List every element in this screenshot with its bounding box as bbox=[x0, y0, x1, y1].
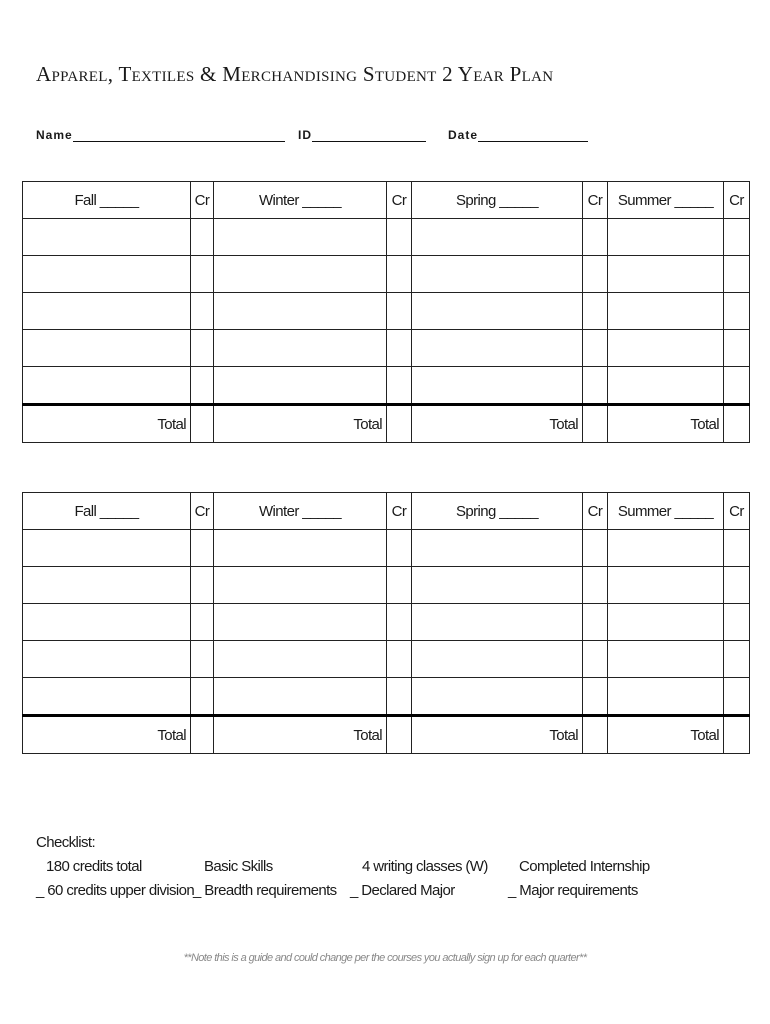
checklist-item: Completed Internship bbox=[519, 858, 650, 875]
checklist-item: _ Major requirements bbox=[508, 882, 638, 899]
total-row bbox=[23, 405, 750, 443]
credits-header: Cr bbox=[583, 182, 608, 219]
date-input-line[interactable] bbox=[478, 127, 588, 142]
credits-header: Cr bbox=[724, 182, 750, 219]
credit-cell[interactable] bbox=[724, 530, 750, 567]
course-cell[interactable] bbox=[412, 641, 583, 678]
credit-cell[interactable] bbox=[191, 567, 214, 604]
credits-header: Cr bbox=[724, 493, 750, 530]
total-credit-cell[interactable] bbox=[724, 716, 750, 754]
course-cell[interactable] bbox=[608, 530, 724, 567]
course-row bbox=[23, 219, 750, 256]
credit-cell[interactable] bbox=[583, 604, 608, 641]
term-header: Summer _____ bbox=[608, 493, 724, 530]
course-cell[interactable] bbox=[412, 604, 583, 641]
credit-cell[interactable] bbox=[191, 678, 214, 716]
year-1-plan-table bbox=[22, 181, 750, 443]
credit-cell[interactable] bbox=[583, 330, 608, 367]
course-cell[interactable] bbox=[214, 641, 387, 678]
term-header: Winter _____ bbox=[214, 493, 387, 530]
term-header: Spring _____ bbox=[412, 182, 583, 219]
credit-cell[interactable] bbox=[724, 367, 750, 405]
credit-cell[interactable] bbox=[191, 530, 214, 567]
course-cell[interactable] bbox=[214, 530, 387, 567]
course-row bbox=[23, 567, 750, 604]
term-header-row bbox=[23, 182, 750, 219]
credit-cell[interactable] bbox=[387, 367, 412, 405]
credits-header: Cr bbox=[191, 493, 214, 530]
credit-cell[interactable] bbox=[583, 367, 608, 405]
credit-cell[interactable] bbox=[387, 530, 412, 567]
total-label: Total bbox=[608, 405, 724, 443]
course-cell[interactable] bbox=[412, 256, 583, 293]
course-row bbox=[23, 367, 750, 405]
credit-cell[interactable] bbox=[724, 567, 750, 604]
course-cell[interactable] bbox=[608, 330, 724, 367]
credit-cell[interactable] bbox=[191, 604, 214, 641]
checklist-item: 180 credits total bbox=[46, 858, 142, 875]
credits-header: Cr bbox=[387, 182, 412, 219]
credit-cell[interactable] bbox=[724, 678, 750, 716]
course-cell[interactable] bbox=[608, 293, 724, 330]
credit-cell[interactable] bbox=[583, 567, 608, 604]
course-row bbox=[23, 678, 750, 716]
course-cell[interactable] bbox=[23, 293, 191, 330]
checklist-item: 4 writing classes (W) bbox=[362, 858, 488, 875]
course-cell[interactable] bbox=[23, 678, 191, 716]
credit-cell[interactable] bbox=[583, 530, 608, 567]
course-cell[interactable] bbox=[214, 293, 387, 330]
course-row bbox=[23, 641, 750, 678]
credits-header: Cr bbox=[583, 493, 608, 530]
id-label: ID bbox=[298, 128, 312, 142]
course-cell[interactable] bbox=[214, 219, 387, 256]
credit-cell[interactable] bbox=[724, 219, 750, 256]
credit-cell[interactable] bbox=[724, 293, 750, 330]
course-cell[interactable] bbox=[23, 530, 191, 567]
course-cell[interactable] bbox=[412, 367, 583, 405]
total-label: Total bbox=[214, 405, 387, 443]
course-cell[interactable] bbox=[412, 530, 583, 567]
course-cell[interactable] bbox=[23, 641, 191, 678]
course-cell[interactable] bbox=[608, 219, 724, 256]
credit-cell[interactable] bbox=[191, 641, 214, 678]
checklist-item: _ 60 credits upper division bbox=[36, 882, 195, 899]
total-label: Total bbox=[23, 716, 191, 754]
id-field[interactable] bbox=[298, 127, 426, 142]
credit-cell[interactable] bbox=[387, 219, 412, 256]
total-label: Total bbox=[412, 405, 583, 443]
credit-cell[interactable] bbox=[191, 256, 214, 293]
course-row bbox=[23, 256, 750, 293]
total-credit-cell[interactable] bbox=[191, 716, 214, 754]
credit-cell[interactable] bbox=[387, 604, 412, 641]
term-header: Fall _____ bbox=[23, 493, 191, 530]
course-cell[interactable] bbox=[23, 256, 191, 293]
id-input-line[interactable] bbox=[312, 127, 426, 142]
course-cell[interactable] bbox=[412, 330, 583, 367]
term-header: Spring _____ bbox=[412, 493, 583, 530]
total-label: Total bbox=[608, 716, 724, 754]
course-cell[interactable] bbox=[23, 330, 191, 367]
date-label: Date bbox=[448, 128, 479, 142]
credits-header: Cr bbox=[387, 493, 412, 530]
course-cell[interactable] bbox=[214, 256, 387, 293]
term-header: Fall _____ bbox=[23, 182, 191, 219]
credit-cell[interactable] bbox=[191, 367, 214, 405]
total-credit-cell[interactable] bbox=[191, 405, 214, 443]
course-cell[interactable] bbox=[214, 330, 387, 367]
credit-cell[interactable] bbox=[583, 678, 608, 716]
course-cell[interactable] bbox=[412, 678, 583, 716]
course-cell[interactable] bbox=[23, 567, 191, 604]
course-row bbox=[23, 604, 750, 641]
total-credit-cell[interactable] bbox=[583, 716, 608, 754]
total-label: Total bbox=[23, 405, 191, 443]
credit-cell[interactable] bbox=[724, 330, 750, 367]
credit-cell[interactable] bbox=[191, 219, 214, 256]
credit-cell[interactable] bbox=[387, 256, 412, 293]
page-title: Apparel, Textiles & Merchandising Student 2 Year Plan bbox=[36, 62, 554, 86]
checklist-title: Checklist: bbox=[36, 834, 96, 851]
total-label: Total bbox=[412, 716, 583, 754]
credit-cell[interactable] bbox=[387, 330, 412, 367]
total-credit-cell[interactable] bbox=[583, 405, 608, 443]
course-cell[interactable] bbox=[608, 641, 724, 678]
date-field[interactable] bbox=[448, 127, 588, 142]
footer-note: **Note this is a guide and could change per the courses you actually sign up for each quarter** bbox=[183, 952, 587, 964]
credit-cell[interactable] bbox=[387, 641, 412, 678]
checklist-item: _ Declared Major bbox=[350, 882, 455, 899]
course-cell[interactable] bbox=[608, 604, 724, 641]
total-label: Total bbox=[214, 716, 387, 754]
course-cell[interactable] bbox=[214, 678, 387, 716]
course-cell[interactable] bbox=[608, 567, 724, 604]
course-cell[interactable] bbox=[214, 367, 387, 405]
course-cell[interactable] bbox=[608, 367, 724, 405]
course-cell[interactable] bbox=[23, 219, 191, 256]
course-cell[interactable] bbox=[214, 604, 387, 641]
total-credit-cell[interactable] bbox=[387, 716, 412, 754]
credit-cell[interactable] bbox=[583, 219, 608, 256]
total-credit-cell[interactable] bbox=[724, 405, 750, 443]
student-info-fields bbox=[0, 127, 770, 147]
year-2-plan-table bbox=[22, 492, 750, 754]
term-header: Summer _____ bbox=[608, 182, 724, 219]
credit-cell[interactable] bbox=[387, 567, 412, 604]
course-row bbox=[23, 530, 750, 567]
name-field[interactable] bbox=[36, 127, 285, 142]
course-cell[interactable] bbox=[214, 567, 387, 604]
course-cell[interactable] bbox=[23, 604, 191, 641]
credit-cell[interactable] bbox=[191, 330, 214, 367]
checklist-item: Basic Skills bbox=[204, 858, 273, 875]
credit-cell[interactable] bbox=[583, 256, 608, 293]
credit-cell[interactable] bbox=[724, 641, 750, 678]
course-cell[interactable] bbox=[23, 367, 191, 405]
name-input-line[interactable] bbox=[73, 127, 285, 142]
credit-cell[interactable] bbox=[724, 604, 750, 641]
term-header-row bbox=[23, 493, 750, 530]
total-row bbox=[23, 716, 750, 754]
total-credit-cell[interactable] bbox=[387, 405, 412, 443]
course-cell[interactable] bbox=[412, 567, 583, 604]
credit-cell[interactable] bbox=[583, 293, 608, 330]
course-cell[interactable] bbox=[412, 219, 583, 256]
credit-cell[interactable] bbox=[724, 256, 750, 293]
term-header: Winter _____ bbox=[214, 182, 387, 219]
credit-cell[interactable] bbox=[583, 641, 608, 678]
credit-cell[interactable] bbox=[387, 678, 412, 716]
name-label: Name bbox=[36, 128, 73, 142]
course-cell[interactable] bbox=[608, 678, 724, 716]
course-row bbox=[23, 293, 750, 330]
course-row bbox=[23, 330, 750, 367]
credit-cell[interactable] bbox=[387, 293, 412, 330]
credit-cell[interactable] bbox=[191, 293, 214, 330]
course-cell[interactable] bbox=[608, 256, 724, 293]
course-cell[interactable] bbox=[412, 293, 583, 330]
credits-header: Cr bbox=[191, 182, 214, 219]
checklist-item: _ Breadth requirements bbox=[193, 882, 337, 899]
